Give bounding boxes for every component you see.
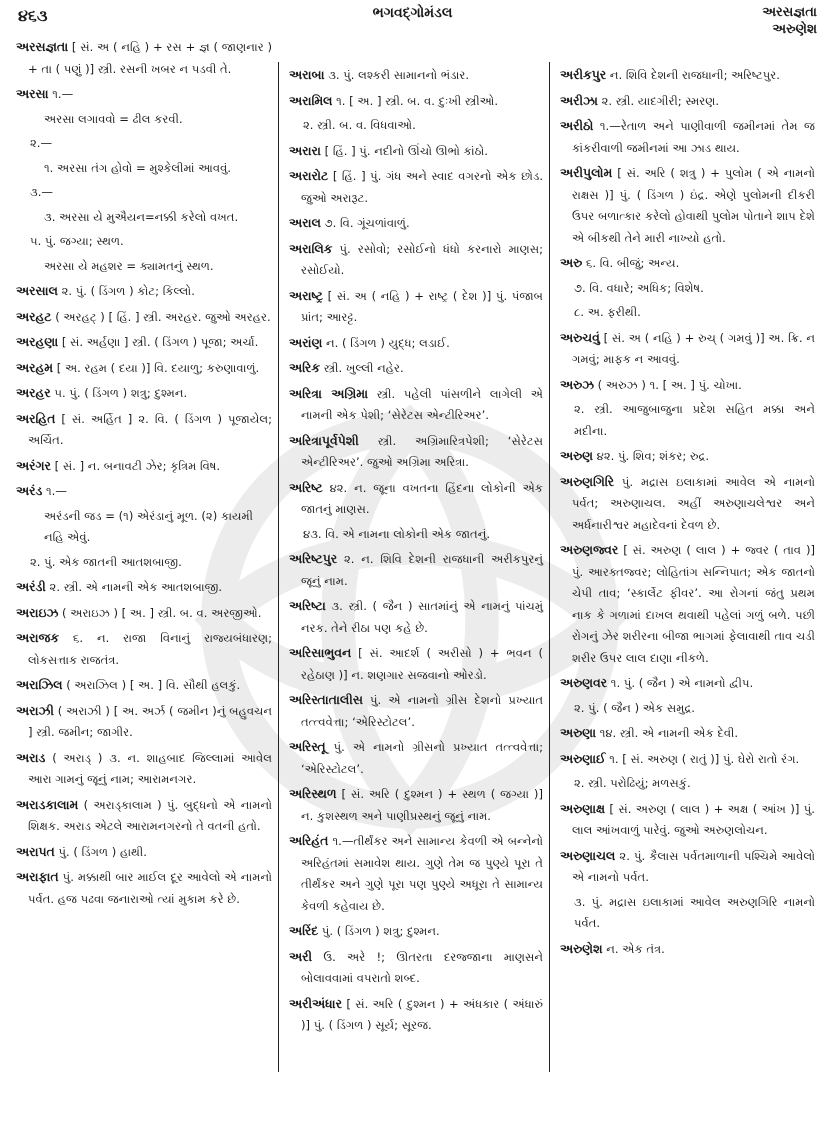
dictionary-entry — [560, 471, 815, 537]
definition: પું. ( ડિંગળ ) હાથી. — [58, 844, 147, 859]
headword: અરામિલ — [289, 92, 333, 108]
definition: ૭. વિ. ગૂંચળાંવાળું. — [324, 216, 410, 230]
definition: ૧. [ અ. ] સ્ત્રી. બ. વ. દુઃખી સ્ત્રીઓ. — [336, 93, 499, 108]
definition: ૩. સ્ત્રી. ( જૈન ) સાતમાંનું એ નામનું પાંચમું નરક. તેને રીઠા પણ કહે છે. — [301, 599, 544, 635]
definition: [ સં. આદર્શ ( અરીસો ) + ભવન ( રહેઠાણ )] ન. શણગાર સજવાનો ઓરડો. — [301, 646, 544, 682]
dictionary-entry — [560, 252, 815, 275]
definition: ૨. ન. શિવિ દેશની રાજધાની અરીકપુરનું જૂનું નામ. — [301, 552, 544, 588]
definition: [ સં. અર્હણા ] સ્ત્રી. ( ડિંગળ ) પૂજા; અર્ચા. — [61, 335, 259, 349]
dictionary-entry — [560, 162, 815, 249]
dictionary-entry — [16, 700, 272, 744]
headword: અરુણાક્ષ — [560, 800, 605, 816]
dictionary-entry — [560, 374, 815, 397]
dictionary-columns — [6, 36, 821, 1126]
dictionary-entry — [16, 602, 272, 625]
dictionary-entry — [16, 36, 272, 80]
headword: અરિષ્ટા — [289, 598, 326, 613]
headword: અરિષ્ટપુર — [289, 551, 338, 566]
definition: ૨. સ્ત્રી. યાદગીરી; સ્મરણ. — [601, 93, 720, 108]
headword: અરિષ્ટ — [289, 479, 323, 495]
definition: [ સં. અ ( નહિ ) + રસ + જ્ઞ ( જાણનાર ) + તા ( પણું )] સ્ત્રી. રસની ખબર ન પડવી તે. — [28, 40, 272, 76]
headword: અરીઝા — [560, 92, 598, 108]
dictionary-entry — [289, 736, 543, 780]
headword: અરંડી — [16, 579, 46, 594]
definition: [ સં. અરિ ( દુશ્મન ) + અંધકાર ( અંધારું )] પું. ( ડિંગળ ) સૂર્ય; સૂરજ. — [301, 996, 543, 1032]
dictionary-entry — [289, 90, 543, 113]
sub-sense: ૩. પું. મદ્રાસ ઇલાકામાં આવેલ અરુણગિરિ નામનો પર્વત. — [574, 894, 815, 930]
headword: અરિસ્તાતાલીસ — [289, 692, 363, 707]
definition: ૪૨. પું. શિવ; શંકર; રુદ્ર. — [596, 449, 710, 463]
definition: ૧.—રેતાળ અને પાણીવાળી જમીનમાં તેમ જ કાંકરીવાળી જમીનમાં આ ઝાડ થાય. — [572, 119, 815, 155]
sub-sense: ૮. અ. ફરીથી. — [574, 305, 641, 319]
dictionary-entry — [16, 747, 272, 791]
dictionary-entry — [289, 830, 543, 917]
headword: અરુણા — [560, 725, 596, 740]
definition: [ સં. અ ( નહિ ) + રુચ્ ( ગમવું )] અ. ક્રિ. ન ગમવું; માફક ન આવવું. — [572, 330, 815, 366]
headword: અરાલિક — [289, 240, 333, 256]
headword: અરાફાત — [16, 869, 59, 884]
dictionary-entry — [16, 866, 272, 910]
definition: ( અરાઝી ) [ અ. અર્ઝ ( જમીન )નું બહુવચન ] સ્ત્રી. જમીન; જાગીર. — [28, 703, 272, 739]
definition: [ સં. ] ન. બનાવટી ઝેર; કૃત્રિમ વિષ. — [54, 458, 221, 473]
definition: ( અરહટ્ ) [ હિં. ] સ્ત્રી. અરહર. જુઓ અરહર. — [55, 309, 271, 324]
definition: ૩. પું. લશ્કરી સામાનનો ભંડાર. — [328, 68, 470, 82]
dictionary-entry — [289, 357, 543, 380]
headword: અરસજ્ઞતા — [16, 39, 69, 54]
headword: અરુણજ્વર — [560, 542, 619, 557]
headword: અરાપત — [16, 843, 55, 859]
headword: અરસા — [16, 86, 49, 101]
headword: અરીપુલોમ — [560, 165, 613, 180]
headword: અરહણા — [16, 334, 59, 349]
headword: અરારોટ — [289, 168, 329, 183]
definition: પું. એ નામનો ગ્રીસનો પ્રખ્યાત તત્ત્વવેત્તા; ‘એરિસ્ટોટલ’. — [301, 740, 543, 776]
definition: ઉ. અરે !; ઊતરતા દરજ્જાના માણસને બોલાવવામાં વપરાતો શબ્દ. — [301, 949, 544, 985]
headword: અરુ — [560, 255, 583, 270]
headword: અરુચવું — [560, 329, 600, 345]
dictionary-entry — [560, 672, 815, 695]
headword: અરિહંત — [289, 833, 329, 848]
headword: અરુણગિરિ — [560, 473, 615, 489]
definition: ન. એક તંત્ર. — [606, 941, 665, 956]
headword: અરાબા — [289, 67, 325, 82]
headword: અરાડ — [16, 749, 46, 765]
dictionary-entry — [289, 212, 543, 235]
dictionary-entry — [289, 642, 543, 686]
definition: ૨. પું. કૈલાસ પર્વતમાળાની પશ્ચિમે આવેલો એ નામનો પર્વત. — [572, 848, 815, 884]
sub-sense: ૨. સ્ત્રી. આજુબાજુના પ્રદેશ સહિત મક્કા અને મદીના. — [574, 402, 815, 438]
definition: ( અરાઇઝ ) [ અ. ] સ્ત્રી. બ. વ. અરજીઓ. — [62, 605, 262, 620]
dictionary-entry — [289, 477, 543, 521]
sub-sense: ૨. સ્ત્રી. બ. વ. વિધવાઓ. — [303, 118, 416, 132]
headword: અરુણાચલ — [560, 847, 616, 863]
definition: સ્ત્રી. પહેલી પાંસળીને લાગેલી એ નામની એક પેશી; ‘સેરેટસ એન્ટીરિઅર’. — [301, 386, 543, 422]
dictionary-entry — [560, 115, 815, 159]
sub-sense: ૨. પું. ( જૈન ) એક સમુદ્ર. — [574, 700, 695, 715]
headword: અરુણેશ — [560, 940, 603, 956]
definition: ન. ( ડિંગળ ) યુદ્ધ; લડાઈ. — [326, 335, 450, 350]
dictionary-entry — [289, 140, 543, 163]
sub-sense: ૭. વિ. વધારે; અધિક; વિશેષ. — [574, 280, 704, 295]
headword: અરહર — [16, 385, 51, 400]
idiom-line: અરસા યે મહશર = ક્યામતનું સ્થળ. — [44, 258, 214, 273]
headword: અરિત્રાપૂર્વપેશી — [289, 432, 359, 448]
headword: અરિક — [289, 360, 321, 375]
definition: ૧.— — [45, 484, 67, 498]
book-title: ભગવદ્ગોમંડલ — [372, 5, 453, 21]
sub-sense: ૪૩. વિ. એ નામના લોકોની એક જાતનું. — [303, 526, 491, 541]
dictionary-entry — [16, 382, 272, 405]
dictionary-entry — [560, 64, 815, 87]
headword: અરહિત — [16, 410, 56, 426]
dictionary-entry — [289, 595, 543, 639]
dictionary-entry — [560, 722, 815, 745]
dictionary-entry — [16, 306, 272, 329]
dictionary-entry — [560, 90, 815, 113]
guide-words — [762, 4, 817, 38]
sub-sense: ૨.— — [30, 136, 53, 150]
headword: અરુણ — [560, 448, 593, 463]
definition: ૫. પું. ( ડિંગળ ) શત્રુ; દુશ્મન. — [54, 386, 188, 400]
dictionary-entry — [289, 64, 543, 87]
headword: અરાલ — [289, 215, 321, 230]
dictionary-entry — [289, 430, 543, 474]
dictionary-entry — [16, 841, 272, 864]
definition: [ સં. અર્હિત ] ૨. વિ. ( ડિંગળ ) પૂજાયેલ; અર્ચિત. — [28, 411, 273, 447]
headword: અરિસ્થળ — [289, 786, 337, 801]
definition: ૨. પું. ( ડિંગળ ) કોટ; કિલ્લો. — [61, 284, 195, 298]
dictionary-entry — [16, 331, 272, 354]
dictionary-entry — [16, 794, 272, 838]
headword: અરાંણ — [289, 334, 323, 350]
headword: અરાષ્ટ્ર — [289, 287, 323, 303]
sub-sense: ૩.— — [30, 185, 54, 199]
page-number: ૪૬૩ — [18, 6, 48, 25]
dictionary-entry — [560, 798, 815, 842]
headword: અરિસ્તૂ — [289, 739, 326, 754]
dictionary-entry — [289, 783, 543, 827]
definition: પું. મક્કાથી બાર માઈલ દૂર આવેલો એ નામનો પર્વત. હજ પઢવા જનારાઓ ત્યાં મુકામ કરે છે. — [28, 870, 272, 906]
definition: ૧. પું. ( જૈન ) એ નામનો દ્વીપ. — [610, 676, 754, 690]
definition: [ સં. અરુણ ( લાલ ) + અક્ષ ( આંખ )] પું. લાલ આંખવાળું પારેવું. જુઓ અરુણલોચન. — [572, 801, 815, 837]
dictionary-entry — [289, 238, 543, 282]
headword: અરહમ — [16, 359, 54, 375]
definition: [ સં. અરુણ ( લાલ ) + જ્વર ( તાવ )] પું. આરક્તજ્વર; લોહિતાંગ સન્નિપાત; એક જાતનો ચેપી તાવ; ‘સ્કાર્લેટ ફીવર’. આ રોગનાં જંતુ પ્રથમ નાક કે ગળામાં દાખલ થવાથી પહેલાં ગળું બળે. પછી રોગનું ઝેર શરીરના બીજા ભાગમાં ફેલાવાથી તાવ ચડી શરીર ઉપર લાલ દાણા નીકળે. — [572, 543, 815, 665]
column-3 — [550, 36, 821, 1126]
definition: [ હિં. ] પું. ગંધ અને સ્વાદ વગરનો એક છોડ. જુઓ અરારૂટ. — [301, 169, 544, 205]
definition: [ અ. રહમ ( દયા )] વિ. દયાળુ; કરુણાવાળું. — [56, 360, 260, 375]
idiom-line: ૩. અરસા યે મુઐયન=નક્કી કરેલો વખત. — [44, 209, 239, 224]
headword: અરાઝિલ — [16, 677, 63, 692]
headword: અરસાલ — [16, 283, 58, 298]
definition: ૨. સ્ત્રી. એ નામની એક આતશબાજી. — [49, 580, 223, 594]
dictionary-entry — [16, 627, 272, 671]
definition: ૬. ન. રાજા વિનાનું રાજ્યબંધારણ; લોકસત્તાક રાજતંત્ર. — [28, 631, 273, 667]
definition: [ સં. અરિ ( શત્રુ ) + પુલોમ ( એ નામનો રાક્ષસ )] પું. ( ડિંગળ ) ઇંદ્ર. એણે પુલોમની દીકરી ઉપર બળાત્કાર કરેલો હોવાથી પુલોમ પોતાને શાપ દેશે એ બીકથી તેને મારી નાખ્યો હતો. — [572, 166, 815, 245]
headword: અરાડકાલામ — [16, 796, 79, 812]
dictionary-entry — [289, 946, 543, 990]
headword: અરિસાભુવન — [289, 645, 352, 660]
definition: ( અરાડ્ ) ૩. ન. શાહબાદ જિલ્લામાં આવેલ આરા ગામનું જૂનું નામ; આરામનગર. — [28, 750, 272, 786]
headword: અરિત્રા અગ્રિમા — [289, 385, 368, 401]
definition: ( અરુઝ ) ૧. [ અ. ] પું. ચોખા. — [597, 377, 742, 392]
definition: [ સં. અ ( નહિ ) + રાષ્ટ્ર ( દેશ )] પું. પંજાબ પ્રાંત; આરટ્ટ. — [301, 288, 543, 324]
dictionary-entry — [560, 445, 815, 468]
headword: અરીકપુર — [560, 67, 607, 82]
dictionary-entry — [289, 920, 543, 943]
definition: ૧.—તીર્થંકર અને સામાન્ય કેવળી એ બન્નેનો અરિહંતમાં સમાવેશ થાય. ગુણે તેમ જ પુણ્યે પૂરા તે તીર્થંકર અને ગુણે પૂરા પણ પુણ્યે અધૂરા તે સામાન્ય કેવળી કહેવાય છે. — [301, 834, 543, 913]
headword: અરીઅંધાર — [289, 995, 342, 1011]
dictionary-entry — [16, 674, 272, 697]
headword: અરાઝી — [16, 702, 54, 718]
definition: સ્ત્રી. ખુલ્લી નહેર. — [323, 361, 404, 375]
definition: ( અરાઝિલ ) [ અ. ] વિ. સૌથી હલકું. — [66, 678, 241, 692]
dictionary-entry — [16, 280, 272, 303]
dictionary-entry — [560, 748, 815, 771]
headword: અરાઇઝ — [16, 604, 59, 620]
headword: અરુણવર — [560, 675, 608, 690]
guide-word-last: અરુણેશ — [772, 22, 817, 37]
sub-sense: ૫. પું. જગ્યા; સ્થળ. — [30, 234, 124, 248]
idiom-line: અરંડની જડ = (૧) એરંડાનું મૂળ. (૨) કાયમી નહિ એવું. — [44, 508, 253, 544]
definition: સ્ત્રી. અગ્રિમારિત્રપેશી; ‘સેરેટસ એન્ટીરિઅર’. જુઓ અગ્રિમા અરિત્રા. — [301, 433, 543, 469]
dictionary-entry — [289, 332, 543, 355]
definition: ૪૨. ન. જૂના વખતના હિંદના લોકોની એક જાતનું માણસ. — [301, 480, 543, 516]
dictionary-entry — [289, 548, 543, 592]
sub-sense: ૨. પું. એક જાતની આતશબાજી. — [30, 554, 182, 569]
definition: ૧.— — [52, 87, 74, 101]
headword: અરુણાઈ — [560, 750, 606, 766]
dictionary-entry — [289, 285, 543, 329]
definition: ૬. વિ. બીજું; અન્ય. — [585, 256, 680, 270]
idiom-line: ૧. અરસા તંગ હોવો = મુશ્કેલીમાં આવવું. — [44, 160, 232, 175]
headword: અરુઝ — [560, 376, 594, 392]
headword: અરિંદ — [289, 923, 319, 938]
definition: ૧. [ સં. અરુણ ( રાતું )] પું. ઘેરો રાતો રંગ. — [609, 751, 800, 766]
dictionary-entry — [560, 539, 815, 669]
dictionary-entry — [289, 993, 543, 1037]
sub-sense: ૨. સ્ત્રી. પરોઢિયું; મળસકું. — [574, 776, 691, 790]
headword: અરંડ — [16, 483, 43, 498]
definition: પું. ( ડિંગળ ) શત્રુ; દુશ્મન. — [321, 924, 440, 938]
column-2 — [278, 62, 550, 1072]
guide-word-first: અરસજ્ઞતા — [762, 5, 817, 20]
definition: [ હિં. ] પું. નદીનો ઊંચો ઊભો કાંઠો. — [324, 143, 488, 158]
dictionary-entry — [16, 408, 272, 452]
headword: અરી — [289, 948, 313, 964]
headword: અરંગર — [16, 457, 51, 473]
dictionary-entry — [560, 327, 815, 371]
headword: અરહટ — [16, 308, 52, 324]
dictionary-entry — [16, 576, 272, 599]
headword: અરારા — [289, 142, 321, 158]
dictionary-entry — [289, 689, 543, 733]
dictionary-entry — [16, 357, 272, 380]
headword: અરીઠો — [560, 118, 594, 133]
definition: પું. રસોવો; રસોઈનો ધંધો કરનારો માણસ; રસોઈયો. — [301, 241, 544, 277]
definition: ૧૪. સ્ત્રી. એ નામની એક દેવી. — [599, 726, 739, 740]
idiom-line: અરસા લગાવવો = ઢીલ કરવી. — [44, 111, 183, 126]
dictionary-entry — [16, 480, 272, 503]
column-1 — [6, 36, 278, 1126]
definition: [ સં. અરિ ( દુશ્મન ) + સ્થળ ( જગ્યા )] ન. કુશસ્થળ અને પાણીપ્રસ્થનું જૂનું નામ. — [301, 787, 543, 823]
dictionary-entry — [289, 165, 543, 209]
headword: અરાજક — [16, 630, 59, 645]
dictionary-entry — [560, 845, 815, 889]
definition: પું. એ નામનો ગ્રીસ દેશનો પ્રખ્યાત તત્ત્વવેત્તા; ‘એરિસ્ટોટલ’. — [301, 693, 544, 729]
definition: ન. શિવિ દેશની રાજધાની; અરિષ્ટપુર. — [609, 68, 780, 82]
dictionary-entry — [289, 383, 543, 427]
dictionary-entry — [560, 938, 815, 961]
dictionary-entry — [16, 455, 272, 478]
definition: ( અરાડ્કાલામ ) પું. બુદ્ધનો એ નામનો શિક્ષક. અરાડ એટલે આરામનગરનો તે વતની હતો. — [28, 797, 272, 833]
definition: પું. મદ્રાસ ઇલાકામાં આવેલ એ નામનો પર્વત; અરુણાચલ. અહીં અરુણાચલેશ્વર અને અર્ધનારીશ્વર મહાદેવનાં દેવળ છે. — [572, 474, 815, 532]
dictionary-entry — [16, 83, 272, 106]
